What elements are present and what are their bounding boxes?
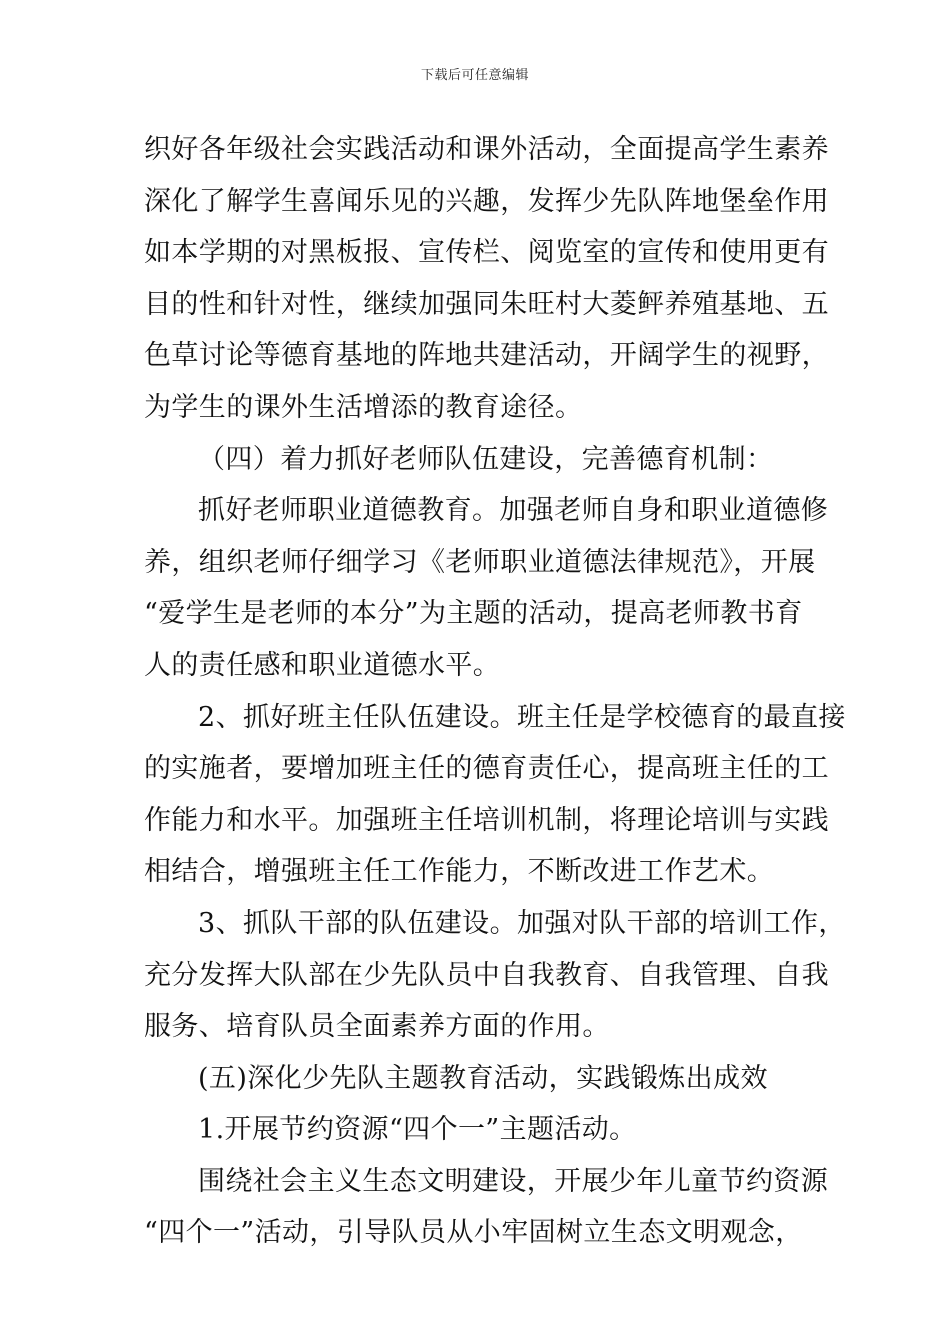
text-line: 作能力和水平。加强班主任培训机制，将理论培训与实践: [144, 804, 829, 836]
text-line: 1.开展节约资源“四个一”主题活动。: [198, 1114, 637, 1146]
text-line: 2、抓好班主任队伍建设。班主任是学校德育的最直接: [198, 701, 846, 733]
text-line: 充分发挥大队部在少先队员中自我教育、自我管理、自我: [144, 959, 829, 991]
section-heading: (五)深化少先队主题教育活动，实践锻炼出成效: [198, 1062, 768, 1094]
text-line: “四个一”活动，引导队员从小牢固树立生态文明观念，: [144, 1217, 803, 1249]
text-line: 深化了解学生喜闻乐见的兴趣，发挥少先队阵地堡垒作用: [144, 185, 829, 217]
page-header: 下载后可任意编辑: [420, 68, 529, 83]
text-line: 围绕社会主义生态文明建设，开展少年儿童节约资源: [198, 1165, 829, 1197]
text-line: “爱学生是老师的本分”为主题的活动，提高老师教书育: [144, 598, 803, 630]
text-line: 的实施者，要增加班主任的德育责任心，提高班主任的工: [144, 753, 829, 785]
text-line: 为学生的课外生活增添的教育途径。: [144, 391, 583, 423]
text-line: 3、抓队干部的队伍建设。加强对队干部的培训工作，: [198, 907, 846, 939]
section-heading: （四）着力抓好老师队伍建设，完善德育机制：: [198, 443, 774, 475]
text-line: 相结合，增强班主任工作能力，不断改进工作艺术。: [144, 856, 775, 888]
document-body: [144, 124, 846, 1259]
text-line: 色草讨论等德育基地的阵地共建活动，开阔学生的视野，: [144, 340, 829, 372]
text-line: 目的性和针对性，继续加强同朱旺村大菱鲆养殖基地、五: [144, 288, 829, 320]
text-line: 养，组织老师仔细学习《老师职业道德法律规范》，开展: [144, 546, 816, 578]
text-line: 织好各年级社会实践活动和课外活动，全面提高学生素养: [144, 134, 829, 165]
text-line: 抓好老师职业道德教育。加强老师自身和职业道德修: [198, 495, 829, 527]
text-line: 服务、培育队员全面素养方面的作用。: [144, 1011, 610, 1043]
text-line: 如本学期的对黑板报、宣传栏、阅览室的宣传和使用更有: [144, 237, 829, 269]
text-line: 人的责任感和职业道德水平。: [144, 649, 501, 681]
